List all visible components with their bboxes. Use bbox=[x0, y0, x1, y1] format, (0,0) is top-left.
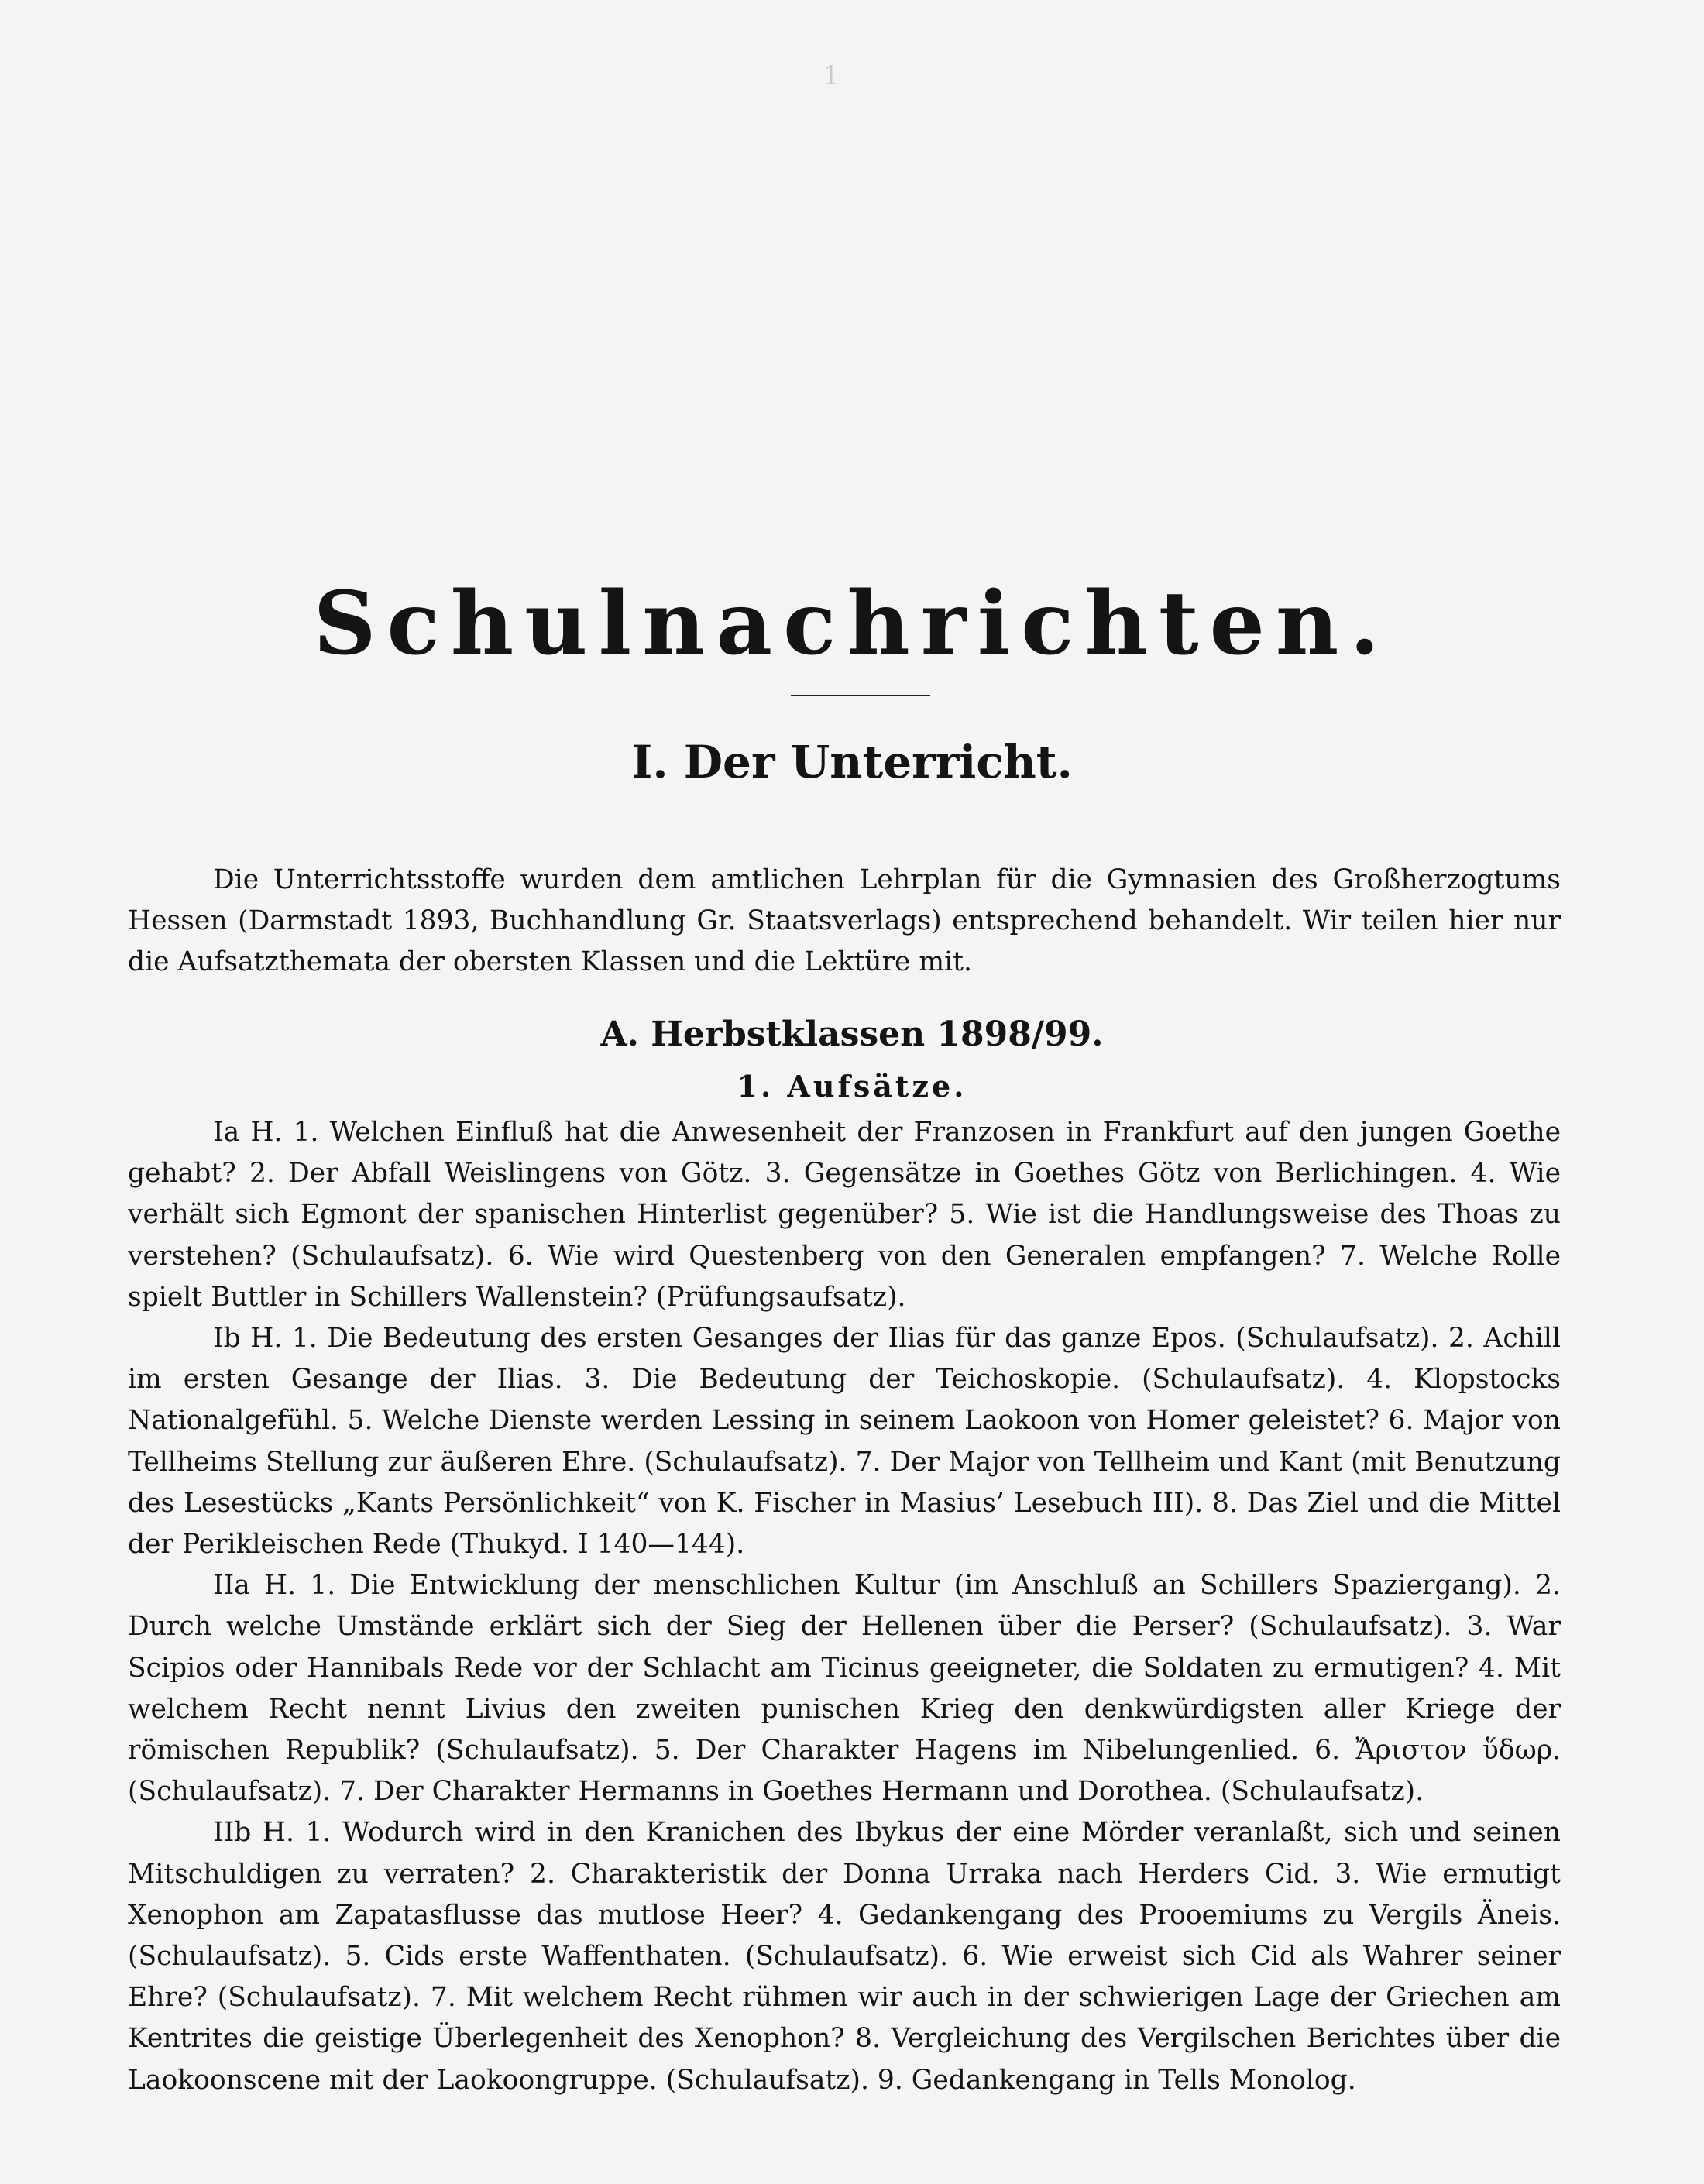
essay-topics bbox=[128, 1112, 1561, 2101]
intro-paragraph: Die Unterrichtsstoffe wurden dem amtlichen Lehrplan für die Gymnasien des Großherzogtums Hessen (Darmstadt 1893, Buchhandlung Gr. Staatsverlags) entsprechend behandelt. Wir teilen hier nur die Aufsatzthemata der obersten Klassen und die Lektüre mit. bbox=[128, 864, 1561, 978]
paragraph-iib: IIb H. 1. Wodurch wird in den Kranichen des Ibykus der eine Mörder veranlaßt, sich und seinen Mitschuldigen zu verraten? 2. Charakteristik der Donna Urraka nach Herders Cid. 3. Wie ermutigt Xenophon am Zapatasflusse das mutlose Heer? 4. Gedankengang des Prooemiums zu Vergils Äneis. (Schulaufsatz). 5. Cids erste Waffenthaten. (Schulaufsatz). 6. Wie erweist sich Cid als Wahrer seiner Ehre? (Schulaufsatz). 7. Mit welchem Recht rühmen wir auch in der schwierigen Lage der Griechen am Kentrites die geistige Überlegenheit des Xenophon? 8. Vergleichung des Vergilschen Berichtes über die Laokoonscene mit der Laokoongruppe. (Schulaufsatz). 9. Gedankengang in Tells Monolog. bbox=[128, 1817, 1561, 2096]
page-title: Schulnachrichten. bbox=[313, 573, 1391, 675]
subsubsection-heading: 1. Aufsätze. bbox=[737, 1069, 967, 1104]
paragraph-iia: IIa H. 1. Die Entwicklung der menschlichen Kultur (im Anschluß an Schillers Spaziergang). 2. Durch welche Umstände erklärt sich der Sieg der Hellenen über die Perser? (Schulaufsatz). 3. War Scipios oder Hannibals Rede vor der Schlacht am Ticinus geeigneter, die Soldaten zu ermutigen? 4. Mit welchem Recht nennt Livius den zweiten punischen Krieg den denkwürdigsten aller Kriege der römischen Republik? (Schulaufsatz). 5. Der Charakter Hagens im Nibelungenlied. 6. Ἄριστον ὕδωρ. (Schulaufsatz). 7. Der Charakter Hermanns in Goethes Hermann und Dorothea. (Schulaufsatz). bbox=[128, 1570, 1561, 1808]
paragraph-ia: Ia H. 1. Welchen Einfluß hat die Anwesenheit der Franzosen in Frankfurt auf den jungen Goethe gehabt? 2. Der Abfall Weislingens von Götz. 3. Gegensätze in Goethes Götz von Berlichingen. 4. Wie verhält sich Egmont der spanischen Hinterlist gegenüber? 5. Wie ist die Handlungsweise des Thoas zu verstehen? (Schulaufsatz). 6. Wie wird Questenberg von den Generalen empfangen? 7. Welche Rolle spielt Buttler in Schillers Wallenstein? (Prüfungsaufsatz). bbox=[128, 1117, 1561, 1313]
paragraph-ib: Ib H. 1. Die Bedeutung des ersten Gesanges der Ilias für das ganze Epos. (Schulaufsatz). 2. Achill im ersten Gesange der Ilias. 3. Die Bedeutung der Teichoskopie. (Schulaufsatz). 4. Klopstocks Nationalgefühl. 5. Welche Dienste werden Lessing in seinem Laokoon von Homer geleistet? 6. Major von Tellheims Stellung zur äußeren Ehre. (Schulaufsatz). 7. Der Major von Tellheim und Kant (mit Benutzung des Lesestücks „Kants Persönlichkeit“ von K. Fischer in Masius’ Lesebuch III). 8. Das Ziel und die Mittel der Perikleischen Rede (Thukyd. I 140—144). bbox=[128, 1323, 1561, 1561]
subsection-heading: A. Herbstklassen 1898/99. bbox=[600, 1015, 1104, 1054]
title-divider bbox=[791, 695, 930, 696]
section-heading: I. Der Unterricht. bbox=[631, 736, 1073, 788]
page-number: 1 bbox=[823, 60, 840, 91]
